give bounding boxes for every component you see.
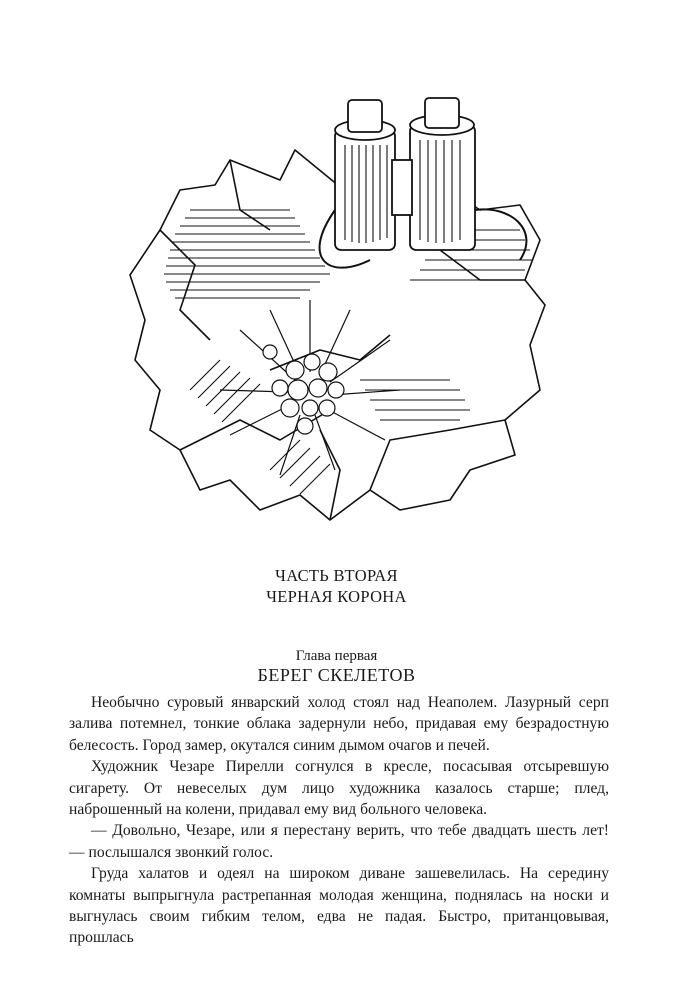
chapter-title: БЕРЕГ СКЕЛЕТОВ	[257, 665, 416, 685]
chapter-text	[69, 692, 609, 949]
paragraph: Художник Чезаре Пирелли согнулся в кресле, посасывая отсыревшую сигарету. От невеселых дум лицо художника казалось старше; плед, наброшенный на колени, придавал ему вид больного человека.	[69, 758, 609, 819]
paragraph: Необычно суровый январский холод стоял над Неаполем. Лазурный серп залива потемнел, тонкие облака задернули небо, придавая ему безрадостную белесость. Город замер, окутался синим дымом очагов и печей.	[69, 694, 609, 754]
part-title: ЧАСТЬ ВТОРАЯ	[275, 566, 398, 585]
chapter-label: Глава первая	[295, 648, 378, 664]
paragraph: Груда халатов и одеял на широком диване зашевелилась. На середину комнаты выпрыгнула растрепанная молодая женщина, поднялась на носки и выгнулась своим гибким телом, едва не падая. Быстро, пританцовывая, прошлась	[69, 865, 609, 947]
part-subtitle: ЧЕРНАЯ КОРОНА	[266, 587, 407, 606]
paragraph: — Довольно, Чезаре, или я перестану верить, что тебе двадцать шесть лет! — послышался звонкий голос.	[69, 822, 609, 861]
binoculars-on-map-illustration	[120, 90, 550, 530]
binoculars	[335, 98, 475, 250]
